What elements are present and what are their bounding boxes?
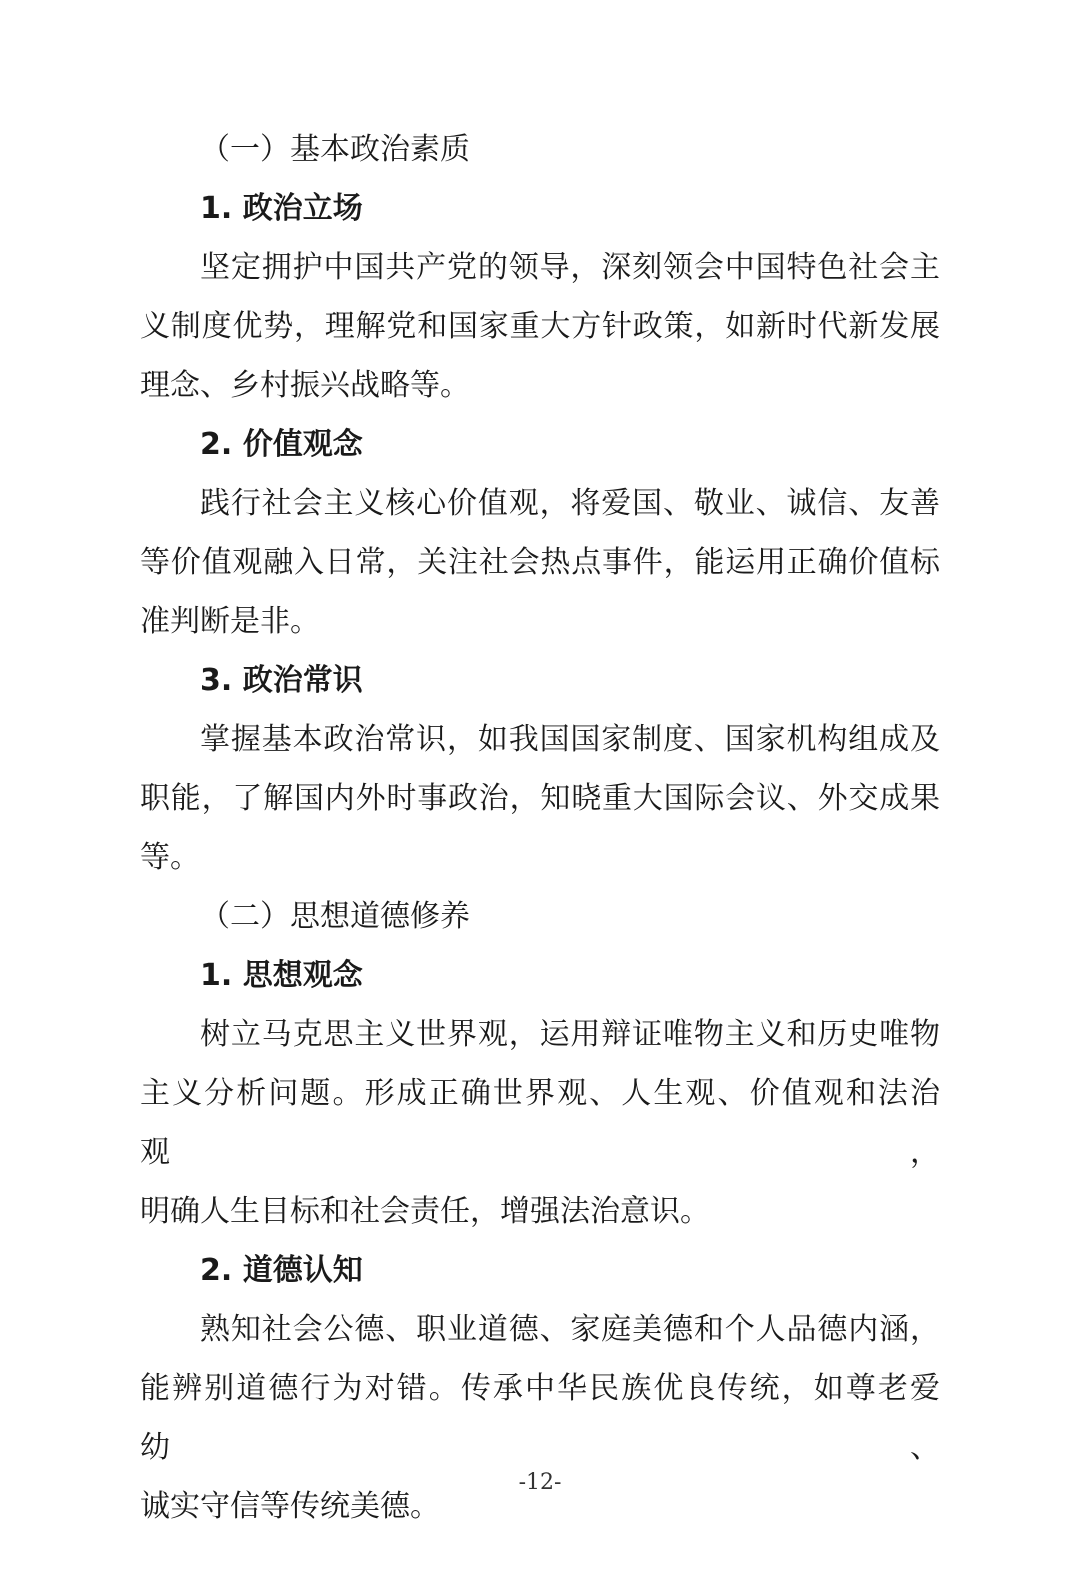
section-heading: （一）基本政治素质	[200, 132, 470, 167]
paragraph-line: 熟知社会公德、职业道德、家庭美德和个人品德内涵，	[200, 1312, 940, 1347]
subsection-title: 2. 道德认知	[200, 1253, 363, 1288]
paragraph-line: 明确人生目标和社会责任，增强法治意识。	[140, 1194, 710, 1229]
subsection-title: 2. 价值观念	[200, 427, 363, 462]
paragraph-line: 理念、乡村振兴战略等。	[140, 368, 470, 403]
paragraph-line: 义制度优势，理解党和国家重大方针政策，如新时代新发展	[140, 309, 940, 344]
paragraph-line: 等价值观融入日常，关注社会热点事件，能运用正确价值标	[140, 545, 940, 580]
paragraph-line: 树立马克思主义世界观，运用辩证唯物主义和历史唯物	[200, 1017, 940, 1052]
paragraph	[140, 474, 940, 651]
paragraph-line: 掌握基本政治常识，如我国国家制度、国家机构组成及	[200, 722, 940, 757]
paragraph-line: 能辨别道德行为对错。传承中华民族优良传统，如尊老爱幼、	[140, 1371, 940, 1465]
paragraph-line: 践行社会主义核心价值观，将爱国、敬业、诚信、友善	[200, 486, 940, 521]
paragraph-line: 等。	[140, 840, 200, 875]
paragraph	[140, 238, 940, 415]
subsection-title: 3. 政治常识	[200, 663, 363, 698]
paragraph-line: 诚实守信等传统美德。	[140, 1489, 440, 1524]
subsection-title: 1. 思想观念	[200, 958, 363, 993]
paragraph-line: 准判断是非。	[140, 604, 320, 639]
paragraph-line: 职能，了解国内外时事政治，知晓重大国际会议、外交成果	[140, 781, 940, 816]
paragraph	[140, 710, 940, 887]
paragraph	[140, 1300, 940, 1536]
document-body	[140, 120, 940, 1536]
paragraph-line: 主义分析问题。形成正确世界观、人生观、价值观和法治观，	[140, 1076, 940, 1170]
paragraph	[140, 1005, 940, 1241]
section-heading: （二）思想道德修养	[200, 899, 470, 934]
paragraph-line: 坚定拥护中国共产党的领导，深刻领会中国特色社会主	[200, 250, 940, 285]
page-number: -12-	[518, 1470, 562, 1495]
subsection-title: 1. 政治立场	[200, 191, 363, 226]
